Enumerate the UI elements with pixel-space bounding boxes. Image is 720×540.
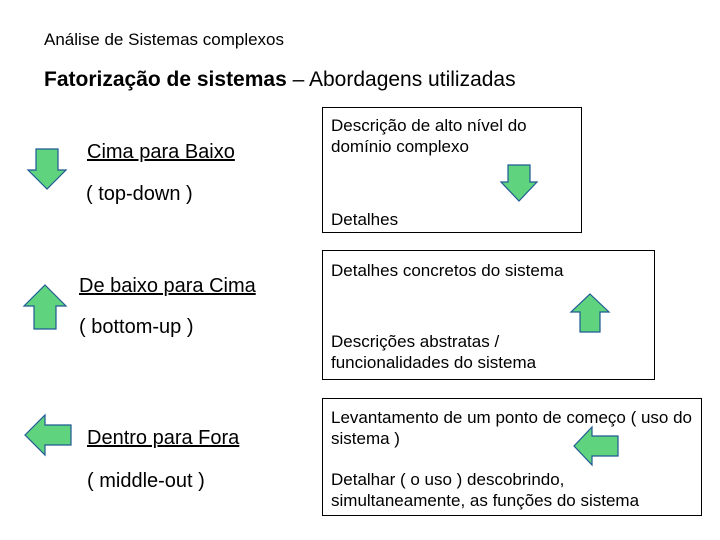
slide-subtitle: Análise de Sistemas complexos [44,30,285,49]
description-box-middle-out [322,398,702,516]
box-bottom-text: Detalhes [331,210,399,229]
approach-english-middle-out: ( middle-out ) [87,470,205,492]
approach-name-bottom-up: De baixo para Cima [79,275,256,297]
arrow-left-icon [573,426,619,466]
arrow-up-icon [570,293,610,333]
box-top-text: Descrição de alto nível do domínio complexo [331,116,527,156]
slide-title [44,68,516,92]
approach-english-top-down: ( top-down ) [86,183,193,205]
box-top-text: Detalhes concretos do sistema [331,261,564,280]
box-top-text: Levantamento de um ponto de começo ( uso do sistema ) [331,408,693,448]
title-bold: Fatorização de sistemas [44,68,287,91]
box-bottom-text: Detalhar ( o uso ) descobrindo, simultaneamente, as funções do sistema [331,470,640,510]
approach-name-top-down: Cima para Baixo [87,141,235,163]
arrow-left-icon [24,414,72,456]
arrow-down-icon [500,164,538,202]
title-rest: – Abordagens utilizadas [286,68,516,91]
arrow-up-icon [23,284,67,330]
approach-english-bottom-up: ( bottom-up ) [79,316,194,338]
approach-name-middle-out: Dentro para Fora [87,427,240,449]
description-box-bottom-up [322,250,655,380]
box-bottom-text: Descrições abstratas / funcionalidades do sistema [331,332,537,372]
description-box-top-down [322,107,582,233]
arrow-down-icon [27,148,67,190]
